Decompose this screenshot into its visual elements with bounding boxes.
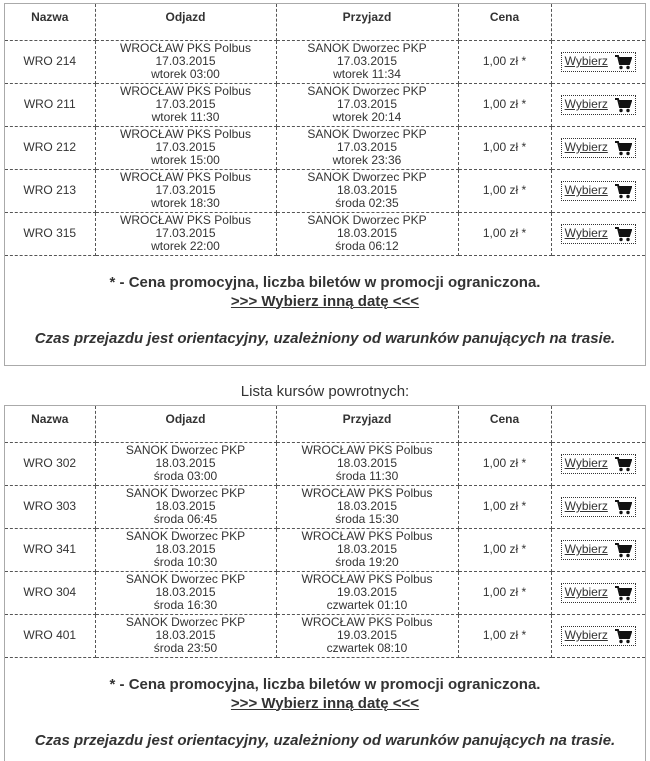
price: 1,00 zł * (458, 614, 551, 657)
arrival-place: SANOK Dworzec PKP (307, 84, 427, 98)
select-label: Wybierz (564, 140, 608, 154)
column-header-action (551, 406, 645, 442)
select-course-button[interactable] (561, 540, 636, 560)
departure-time: środa 06:45 (153, 512, 218, 526)
outbound-notes (5, 274, 645, 347)
action-cell (551, 40, 645, 83)
departure-date: 18.03.2015 (155, 628, 216, 642)
price: 1,00 zł * (458, 83, 551, 126)
select-label: Wybierz (564, 456, 608, 470)
select-course-button[interactable] (561, 138, 636, 158)
departure-cell (95, 212, 276, 255)
arrival-time: środa 15:30 (335, 512, 399, 526)
select-label: Wybierz (564, 499, 608, 513)
select-label: Wybierz (564, 183, 608, 197)
arrival-place: SANOK Dworzec PKP (307, 127, 427, 141)
arrival-time: środa 11:30 (335, 469, 399, 483)
arrival-date: 17.03.2015 (336, 54, 398, 68)
departure-place: SANOK Dworzec PKP (125, 443, 246, 457)
arrival-time: czwartek 01:10 (326, 598, 408, 612)
arrival-cell (276, 614, 458, 657)
course-name: WRO 315 (5, 212, 95, 255)
arrival-place: SANOK Dworzec PKP (307, 41, 427, 55)
departure-cell (95, 83, 276, 126)
arrival-date: 18.03.2015 (336, 226, 398, 240)
arrival-date: 18.03.2015 (336, 183, 398, 197)
departure-time: wtorek 15:00 (151, 153, 220, 167)
shopping-cart-icon (614, 97, 632, 113)
table-row (5, 485, 645, 528)
shopping-cart-icon (614, 140, 632, 156)
select-course-button[interactable] (561, 454, 636, 474)
departure-date: 17.03.2015 (155, 97, 216, 111)
action-cell (551, 571, 645, 614)
table-header-row (5, 406, 645, 442)
departure-cell (95, 169, 276, 212)
arrival-time: wtorek 11:34 (333, 67, 401, 81)
table-row (5, 169, 645, 212)
departure-time: wtorek 03:00 (151, 67, 220, 81)
departure-cell (95, 485, 276, 528)
action-cell (551, 169, 645, 212)
select-course-button[interactable] (561, 497, 636, 517)
shopping-cart-icon (614, 226, 632, 242)
departure-time: środa 23:50 (153, 641, 218, 655)
column-header-departure: Odjazd (95, 406, 276, 442)
arrival-cell (276, 571, 458, 614)
action-cell (551, 212, 645, 255)
arrival-place: WROCŁAW PKS Polbus (301, 443, 433, 457)
arrival-cell (276, 126, 458, 169)
price: 1,00 zł * (458, 485, 551, 528)
departure-cell (95, 40, 276, 83)
table-row (5, 83, 645, 126)
select-label: Wybierz (564, 54, 608, 68)
departure-place: SANOK Dworzec PKP (125, 615, 246, 629)
return-panel (4, 405, 646, 761)
table-row (5, 528, 645, 571)
promo-note: * - Cena promocyjna, liczba biletów w promocji ograniczona. (109, 675, 541, 693)
shopping-cart-icon (614, 628, 632, 644)
departure-place: WROCŁAW PKS Polbus (120, 41, 251, 55)
departure-cell (95, 571, 276, 614)
course-name: WRO 303 (5, 485, 95, 528)
select-label: Wybierz (564, 226, 608, 240)
arrival-place: WROCŁAW PKS Polbus (301, 572, 433, 586)
course-name: WRO 211 (5, 83, 95, 126)
arrival-date: 18.03.2015 (336, 542, 398, 556)
shopping-cart-icon (614, 456, 632, 472)
arrival-cell (276, 528, 458, 571)
select-label: Wybierz (564, 542, 608, 556)
arrival-place: WROCŁAW PKS Polbus (301, 529, 433, 543)
departure-time: środa 16:30 (153, 598, 218, 612)
departure-cell (95, 442, 276, 485)
promo-note: * - Cena promocyjna, liczba biletów w promocji ograniczona. (109, 273, 541, 291)
arrival-place: WROCŁAW PKS Polbus (301, 486, 433, 500)
course-name: WRO 401 (5, 614, 95, 657)
return-notes (5, 676, 645, 749)
course-name: WRO 302 (5, 442, 95, 485)
action-cell (551, 83, 645, 126)
table-row (5, 126, 645, 169)
departure-place: SANOK Dworzec PKP (125, 572, 246, 586)
select-course-button[interactable] (561, 224, 636, 244)
course-name: WRO 213 (5, 169, 95, 212)
arrival-time: środa 19:20 (335, 555, 399, 569)
price: 1,00 zł * (458, 169, 551, 212)
price: 1,00 zł * (458, 528, 551, 571)
action-cell (551, 485, 645, 528)
arrival-time: środa 06:12 (335, 239, 399, 253)
column-header-price: Cena (458, 406, 551, 442)
choose-other-date-link[interactable]: >>> Wybierz inną datę <<< (230, 694, 420, 712)
departure-time: wtorek 11:30 (151, 110, 220, 124)
price: 1,00 zł * (458, 126, 551, 169)
select-label: Wybierz (564, 97, 608, 111)
arrival-time: czwartek 08:10 (326, 641, 408, 655)
departure-place: WROCŁAW PKS Polbus (120, 170, 251, 184)
column-header-name: Nazwa (5, 4, 95, 40)
column-header-price: Cena (458, 4, 551, 40)
departure-place: SANOK Dworzec PKP (125, 529, 246, 543)
arrival-cell (276, 40, 458, 83)
departure-place: SANOK Dworzec PKP (125, 486, 246, 500)
select-label: Wybierz (564, 585, 608, 599)
outbound-table (5, 4, 645, 256)
departure-time: środa 03:00 (153, 469, 218, 483)
departure-place: WROCŁAW PKS Polbus (120, 213, 251, 227)
select-course-button[interactable] (561, 181, 636, 201)
arrival-place: WROCŁAW PKS Polbus (301, 615, 433, 629)
departure-date: 17.03.2015 (155, 54, 216, 68)
departure-date: 17.03.2015 (155, 183, 216, 197)
arrival-date: 19.03.2015 (336, 585, 398, 599)
departure-cell (95, 528, 276, 571)
column-header-name: Nazwa (5, 406, 95, 442)
return-table (5, 406, 645, 658)
price: 1,00 zł * (458, 212, 551, 255)
action-cell (551, 614, 645, 657)
course-name: WRO 304 (5, 571, 95, 614)
arrival-cell (276, 442, 458, 485)
departure-date: 18.03.2015 (155, 542, 216, 556)
action-cell (551, 442, 645, 485)
departure-place: WROCŁAW PKS Polbus (120, 84, 251, 98)
arrival-cell (276, 169, 458, 212)
arrival-time: wtorek 20:14 (332, 110, 402, 124)
arrival-date: 18.03.2015 (336, 456, 398, 470)
arrival-cell (276, 83, 458, 126)
course-name: WRO 341 (5, 528, 95, 571)
column-header-departure: Odjazd (95, 4, 276, 40)
table-row (5, 40, 645, 83)
arrival-time: środa 02:35 (335, 196, 399, 210)
course-name: WRO 214 (5, 40, 95, 83)
arrival-place: SANOK Dworzec PKP (307, 170, 427, 184)
departure-date: 18.03.2015 (155, 499, 216, 513)
arrival-date: 17.03.2015 (336, 140, 398, 154)
choose-other-date-link[interactable]: >>> Wybierz inną datę <<< (230, 292, 420, 310)
table-row (5, 442, 645, 485)
travel-time-note: Czas przejazdu jest orientacyjny, uzależniony od warunków panujących na trasie. (34, 329, 616, 347)
departure-place: WROCŁAW PKS Polbus (120, 127, 251, 141)
column-header-arrival: Przyjazd (276, 406, 458, 442)
action-cell (551, 126, 645, 169)
shopping-cart-icon (614, 542, 632, 558)
select-course-button[interactable] (561, 95, 636, 115)
shopping-cart-icon (614, 54, 632, 70)
departure-time: środa 10:30 (153, 555, 218, 569)
select-course-button[interactable] (561, 583, 636, 603)
price: 1,00 zł * (458, 442, 551, 485)
departure-time: wtorek 22:00 (151, 239, 220, 253)
departure-cell (95, 614, 276, 657)
table-row (5, 212, 645, 255)
departure-cell (95, 126, 276, 169)
select-course-button[interactable] (561, 52, 636, 72)
arrival-cell (276, 485, 458, 528)
departure-date: 18.03.2015 (155, 585, 216, 599)
departure-date: 17.03.2015 (155, 226, 216, 240)
shopping-cart-icon (614, 183, 632, 199)
select-label: Wybierz (564, 628, 608, 642)
price: 1,00 zł * (458, 571, 551, 614)
arrival-time: wtorek 23:36 (332, 153, 402, 167)
shopping-cart-icon (614, 499, 632, 515)
shopping-cart-icon (614, 585, 632, 601)
action-cell (551, 528, 645, 571)
departure-date: 17.03.2015 (155, 140, 216, 154)
price: 1,00 zł * (458, 40, 551, 83)
arrival-date: 17.03.2015 (336, 97, 398, 111)
table-row (5, 614, 645, 657)
departure-time: wtorek 18:30 (151, 196, 220, 210)
column-header-arrival: Przyjazd (276, 4, 458, 40)
arrival-date: 19.03.2015 (336, 628, 398, 642)
return-list-title: Lista kursów powrotnych: (240, 383, 410, 400)
course-name: WRO 212 (5, 126, 95, 169)
arrival-place: SANOK Dworzec PKP (307, 213, 427, 227)
table-header-row (5, 4, 645, 40)
table-row (5, 571, 645, 614)
select-course-button[interactable] (561, 626, 636, 646)
column-header-action (551, 4, 645, 40)
outbound-panel (4, 3, 646, 366)
arrival-cell (276, 212, 458, 255)
departure-date: 18.03.2015 (155, 456, 216, 470)
arrival-date: 18.03.2015 (336, 499, 398, 513)
travel-time-note: Czas przejazdu jest orientacyjny, uzależniony od warunków panujących na trasie. (34, 731, 616, 749)
